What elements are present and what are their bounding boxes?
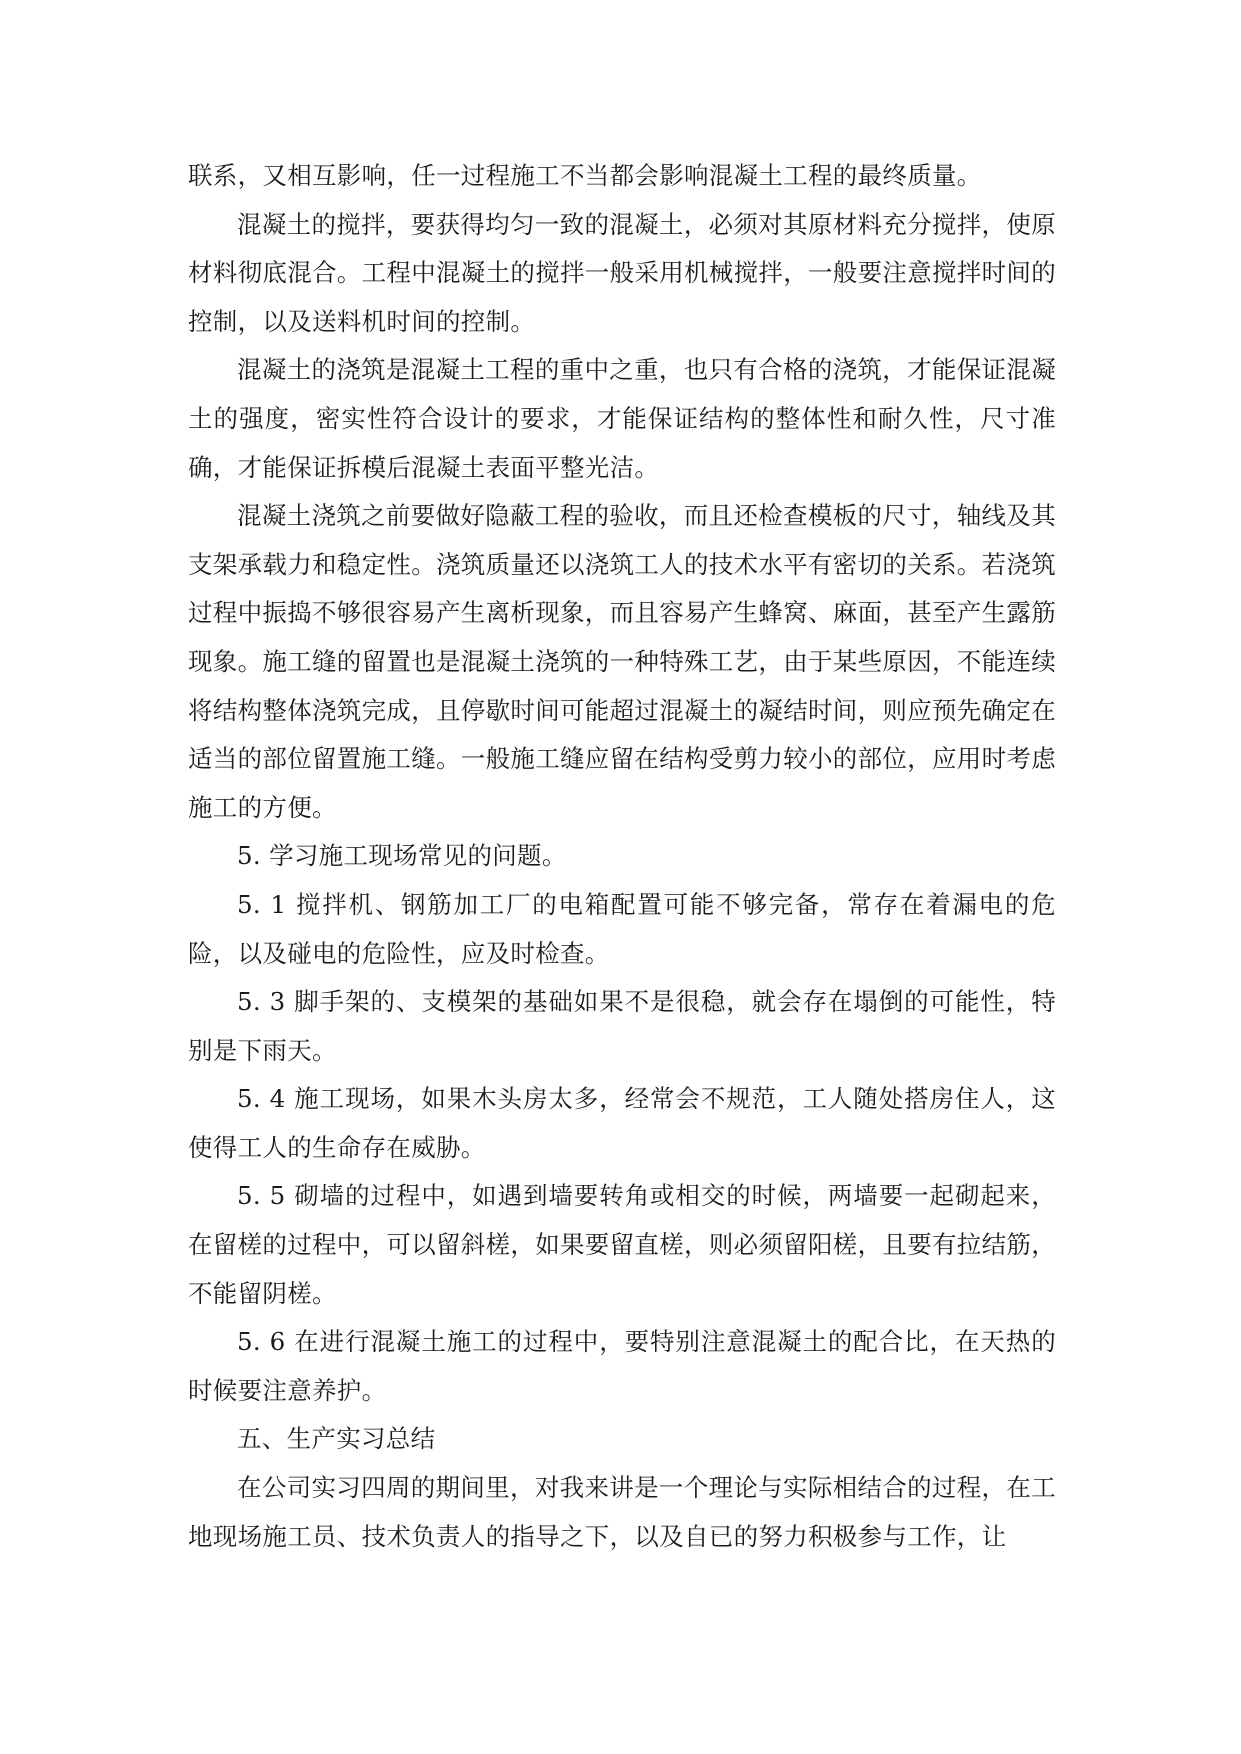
list-item-5-4: 5. 4 施工现场，如果木头房太多，经常会不规范，工人随处搭房住人，这使得工人的生命存在威胁。	[188, 1084, 1056, 1162]
section-heading-summary: 五、生产实习总结	[237, 1424, 436, 1454]
list-item-5-5: 5. 5 砌墙的过程中，如遇到墙要转角或相交的时候，两墙要一起砌起来，在留槎的过程中，可以留斜槎，如果要留直槎，则必须留阳槎，且要有拉结筋，不能留阴槎。	[188, 1181, 1056, 1308]
paragraph-pouring-inspection: 混凝土浇筑之前要做好隐蔽工程的验收，而且还检查模板的尺寸，轴线及其支架承载力和稳定性。浇筑质量还以浇筑工人的技术水平有密切的关系。若浇筑过程中振捣不够很容易产生离析现象，而且容易产生蜂窝、麻面，甚至产生露筋现象。施工缝的留置也是混凝土浇筑的一种特殊工艺，由于某些原因，不能连续将结构整体浇筑完成，且停歇时间可能超过混凝土的凝结时间，则应预先确定在适当的部位留置施工缝。一般施工缝应留在结构受剪力较小的部位，应用时考虑施工的方便。	[188, 501, 1056, 822]
paragraph-pouring: 混凝土的浇筑是混凝土工程的重中之重，也只有合格的浇筑，才能保证混凝土的强度，密实性符合设计的要求，才能保证结构的整体性和耐久性，尺寸准确，才能保证拆模后混凝土表面平整光洁。	[188, 355, 1056, 482]
paragraph-mixing: 混凝土的搅拌，要获得均匀一致的混凝土，必须对其原材料充分搅拌，使原材料彻底混合。工程中混凝土的搅拌一般采用机械搅拌，一般要注意搅拌时间的控制，以及送料机时间的控制。	[188, 209, 1056, 336]
section-heading-common-problems: 5. 学习施工现场常见的问题。	[237, 841, 567, 871]
list-item-5-6: 5. 6 在进行混凝土施工的过程中，要特别注意混凝土的配合比，在天热的时候要注意养护。	[188, 1327, 1056, 1405]
list-item-5-3: 5. 3 脚手架的、支模架的基础如果不是很稳，就会存在塌倒的可能性，特别是下雨天。	[188, 987, 1056, 1065]
paragraph-summary: 在公司实习四周的期间里，对我来讲是一个理论与实际相结合的过程，在工地现场施工员、技术负责人的指导之下，以及自已的努力积极参与工作，让	[188, 1473, 1056, 1551]
document-body	[188, 152, 1056, 1561]
paragraph-continuation: 联系，又相互影响，任一过程施工不当都会影响混凝土工程的最终质量。	[188, 161, 982, 190]
list-item-5-1: 5. 1 搅拌机、钢筋加工厂的电箱配置可能不够完备，常存在着漏电的危险，以及碰电的危险性，应及时检查。	[188, 889, 1056, 968]
